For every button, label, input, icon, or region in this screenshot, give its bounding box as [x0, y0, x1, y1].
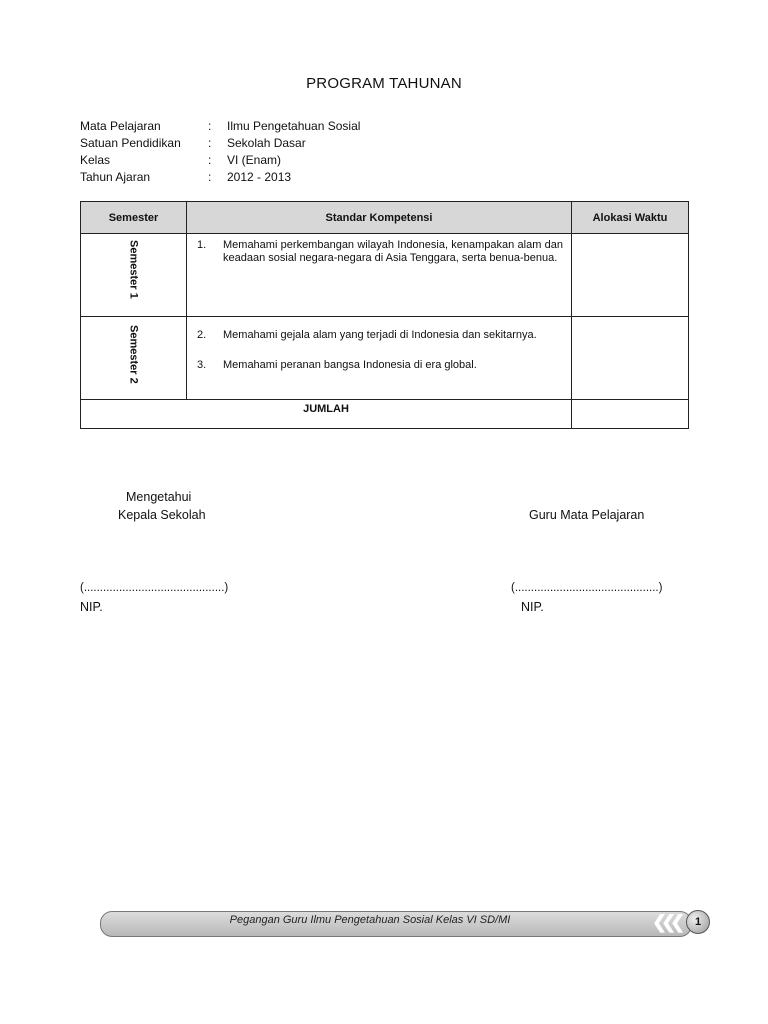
table-row: [81, 317, 689, 400]
program-table: [80, 201, 689, 429]
semester-cell: [81, 317, 187, 400]
table-header-row: [81, 202, 689, 234]
chevron-decoration-icon: ❮❮❮: [652, 912, 680, 932]
info-value: Sekolah Dasar: [227, 136, 306, 150]
competency-text: Memahami peranan bangsa Indonesia di era global.: [223, 359, 477, 371]
info-colon: :: [208, 170, 212, 184]
total-allocation-cell: [572, 400, 689, 429]
competency-number: 1.: [197, 239, 207, 251]
info-colon: :: [208, 136, 212, 150]
semester-cell: [81, 234, 187, 317]
allocation-cell: [572, 317, 689, 400]
table-row: [81, 234, 689, 317]
info-value: 2012 - 2013: [227, 170, 292, 184]
header-alokasi: Alokasi Waktu: [572, 202, 689, 234]
sig-left-line1: Mengetahui: [126, 490, 192, 504]
info-row-class: [80, 152, 480, 169]
sig-right-line1: Guru Mata Pelajaran: [529, 508, 645, 522]
competency-item: [197, 329, 563, 342]
header-semester: Semester: [81, 202, 187, 234]
competency-text: Memahami perkembangan wilayah Indonesia, kenampakan alam dan keadaan sosial negara-negara di Asia Tenggara, serta benua-benua.: [223, 239, 563, 264]
header-standar: Standar Kompetensi: [187, 202, 572, 234]
sig-left-line2: Kepala Sekolah: [118, 508, 206, 522]
info-row-subject: [80, 118, 480, 135]
info-block: [80, 118, 480, 188]
sig-left-nip: NIP.: [80, 600, 103, 614]
total-label: JUMLAH: [81, 400, 572, 429]
page-title: PROGRAM TAHUNAN: [306, 75, 462, 92]
info-row-school: [80, 135, 480, 152]
total-row: [81, 400, 689, 429]
allocation-cell: [572, 234, 689, 317]
info-colon: :: [208, 153, 212, 167]
info-row-year: [80, 169, 480, 186]
competency-cell: [187, 317, 572, 400]
info-label: Tahun Ajaran: [80, 170, 151, 184]
sig-right-blank: (.............................................): [511, 582, 663, 594]
semester-label: Semester 2: [127, 325, 140, 384]
sig-right-nip: NIP.: [521, 600, 544, 614]
competency-text: Memahami gejala alam yang terjadi di Indonesia dan sekitarnya.: [223, 329, 537, 341]
competency-number: 3.: [197, 359, 207, 371]
footer-text: Pegangan Guru Ilmu Pengetahuan Sosial Kelas VI SD/MI: [229, 914, 511, 926]
info-label: Mata Pelajaran: [80, 119, 161, 133]
competency-cell: [187, 234, 572, 317]
competency-item: [197, 239, 563, 265]
info-label: Satuan Pendidikan: [80, 136, 181, 150]
competency-number: 2.: [197, 329, 207, 341]
competency-item: [197, 359, 563, 372]
info-colon: :: [208, 119, 212, 133]
info-value: Ilmu Pengetahuan Sosial: [227, 119, 361, 133]
info-value: VI (Enam): [227, 153, 282, 167]
info-label: Kelas: [80, 153, 111, 167]
sig-left-blank: (............................................): [80, 582, 229, 594]
semester-label: Semester 1: [127, 240, 140, 299]
page-number: 1: [686, 910, 710, 934]
